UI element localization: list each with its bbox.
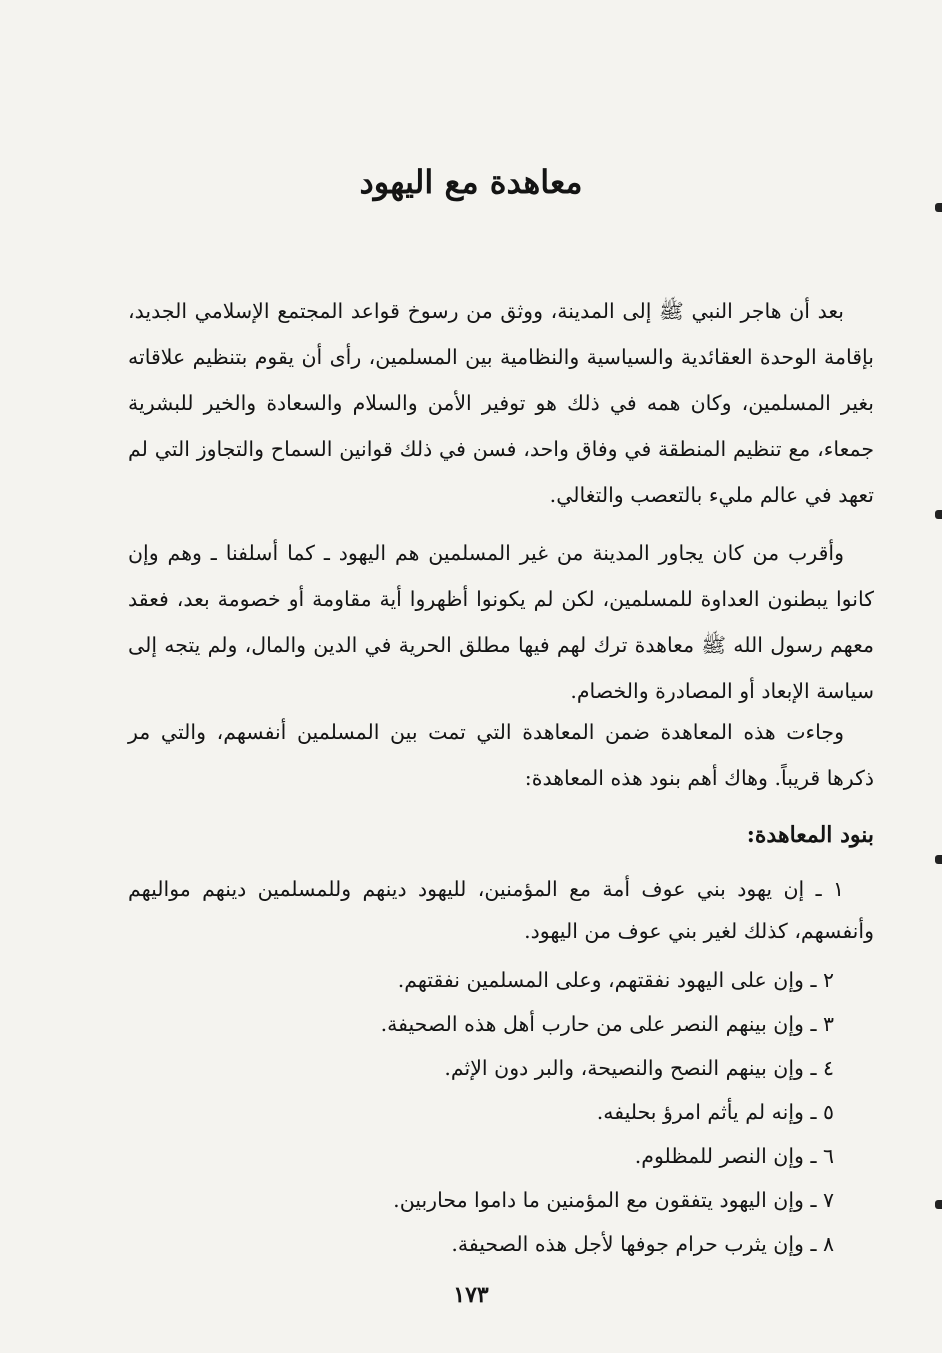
- paragraph-treaty: [128, 709, 874, 801]
- paragraph-neighbors: [128, 530, 874, 714]
- paragraph-text: بعد أن هاجر النبي ﷺ إلى المدينة، ووثق من رسوخ قواعد المجتمع الإسلامي الجديد، بإقامة الوحدة العقائدية والسياسية والنظامية بين المسلمين، رأى أن يقوم بتنظيم علاقاته بغير المسلمين، وكان همه في ذلك هو توفير الأمن والسلام والسعادة والخير للبشرية جمعاء، مع تنظيم المنطقة في وفاق واحد، فسن في ذلك قوانين السماح والتجاوز التي لم تعهد في عالم مليء بالتعصب والتغالي.: [128, 299, 874, 507]
- paragraph-intro: [128, 288, 874, 518]
- clause-item: ٨ ـ وإن يثرب حرام جوفها لأجل هذه الصحيفة.: [451, 1232, 834, 1256]
- clause-item: ٥ ـ وإنه لم يأثم امرؤ بحليفه.: [596, 1100, 834, 1124]
- binding-mark: [935, 203, 942, 212]
- binding-mark: [935, 1200, 942, 1209]
- page-title: معاهدة مع اليهود: [359, 163, 583, 201]
- page-number: ١٧٣: [453, 1282, 489, 1308]
- clause-item: ٣ ـ وإن بينهم النصر على من حارب أهل هذه الصحيفة.: [380, 1012, 834, 1036]
- clauses-heading: بنود المعاهدة:: [746, 822, 874, 848]
- paragraph-text: وأقرب من كان يجاور المدينة من غير المسلمين هم اليهود ـ كما أسلفنا ـ وهم وإن كانوا يبطنون العداوة للمسلمين، لكن لم يكونوا أظهروا أية مقاومة أو خصومة بعد، فعقد معهم رسول الله ﷺ معاهدة ترك لهم فيها مطلق الحرية في الدين والمال، ولم يتجه إلى سياسة الإبعاد أو المصادرة والخصام.: [128, 541, 874, 703]
- clause-item: ٦ ـ وإن النصر للمظلوم.: [634, 1144, 834, 1168]
- clause-item: ٧ ـ وإن اليهود يتفقون مع المؤمنين ما داموا محاربين.: [393, 1188, 834, 1212]
- clause-item: ١ ـ إن يهود بني عوف أمة مع المؤمنين، لليهود دينهم وللمسلمين دينهم مواليهم وأنفسهم، كذلك لغير بني عوف من اليهود.: [128, 877, 874, 943]
- binding-mark: [935, 855, 942, 864]
- clause-item: ٤ ـ وإن بينهم النصح والنصيحة، والبر دون الإثم.: [444, 1056, 834, 1080]
- clauses-list: [128, 868, 874, 1266]
- clause-item: ٢ ـ وإن على اليهود نفقتهم، وعلى المسلمين نفقتهم.: [397, 968, 834, 992]
- binding-mark: [935, 510, 942, 519]
- paragraph-text: وجاءت هذه المعاهدة ضمن المعاهدة التي تمت بين المسلمين أنفسهم، والتي مر ذكرها قريباً. وهاك أهم بنود هذه المعاهدة:: [128, 720, 874, 790]
